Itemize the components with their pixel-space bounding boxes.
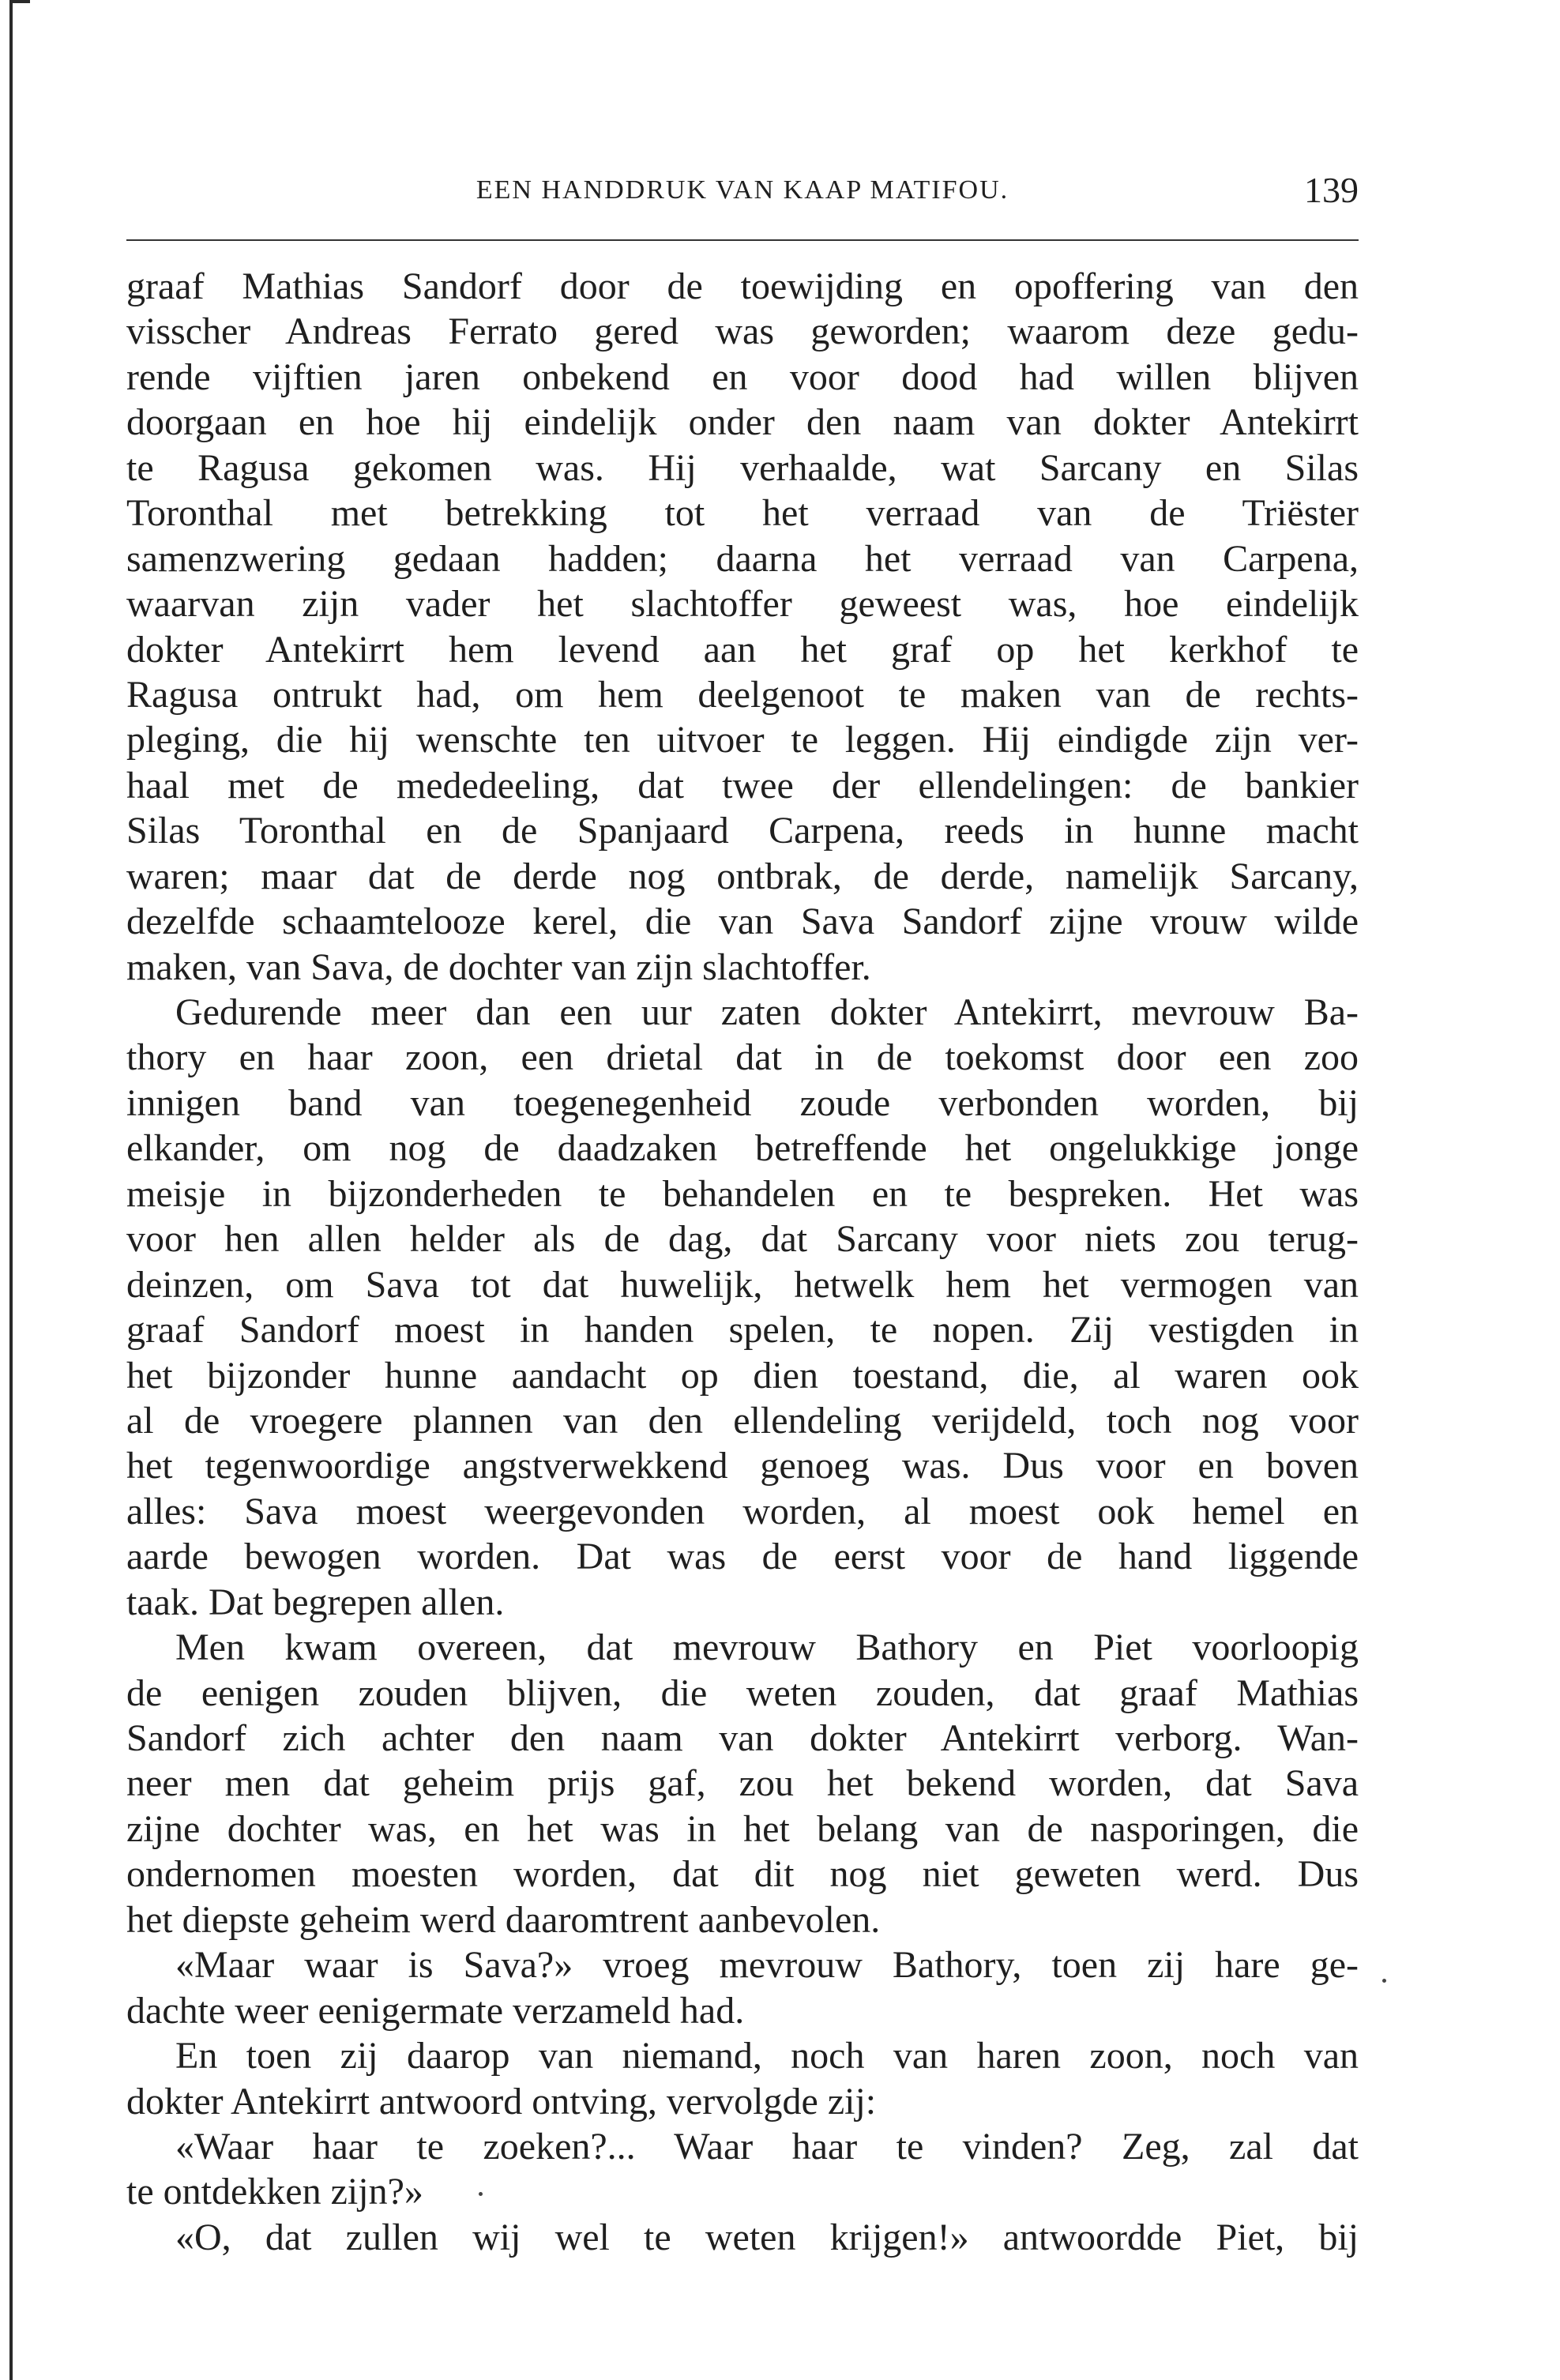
text-line: Toronthal met betrekking tot het verraad van de Triëster: [126, 492, 1359, 535]
text-line: de eenigen zouden blijven, die weten zouden, dat graaf Mathias: [126, 1671, 1359, 1714]
text-line: ondernomen moesten worden, dat dit nog niet geweten werd. Dus: [126, 1853, 1359, 1896]
text-line: het tegenwoordige angstverwekkend genoeg was. Dus voor en boven: [126, 1445, 1359, 1487]
scan-edge-top: [9, 0, 30, 3]
scan-speck: [479, 2192, 483, 2196]
text-line: te ontdekken zijn?»: [126, 2171, 423, 2213]
text-line: het bijzonder hunne aandacht op dien toestand, die, al waren ook: [126, 1354, 1359, 1397]
text-line: al de vroegere plannen van den ellendeling verijdeld, toch nog voor: [126, 1399, 1359, 1442]
body-text: [126, 264, 1359, 2260]
text-line: deinzen, om Sava tot dat huwelijk, hetwelk hem het vermogen van: [126, 1263, 1359, 1306]
text-line: Men kwam overeen, dat mevrouw Bathory en Piet voorloopig: [175, 1626, 1359, 1669]
text-line: elkander, om nog de daadzaken betreffende het ongelukkige jonge: [126, 1127, 1359, 1170]
text-line: Ragusa ontrukt had, om hem deelgenoot te maken van de rechts-: [126, 673, 1359, 716]
text-line: dokter Antekirrt antwoord ontving, vervolgde zij:: [126, 2080, 877, 2122]
text-line: visscher Andreas Ferrato gered was geworden; waarom deze gedu-: [126, 310, 1359, 353]
text-line: «Maar waar is Sava?» vroeg mevrouw Bathory, toen zij hare ge-: [175, 1944, 1359, 1987]
header-rule: [126, 239, 1359, 241]
text-line: thory en haar zoon, een drietal dat in de toekomst door een zoo: [126, 1036, 1359, 1079]
text-line: graaf Mathias Sandorf door de toewijding en opoffering van den: [126, 265, 1359, 307]
text-line: het diepste geheim werd daaromtrent aanbevolen.: [126, 1898, 881, 1941]
text-line: dezelfde schaamtelooze kerel, die van Sava Sandorf zijne vrouw wilde: [126, 900, 1359, 943]
text-line: alles: Sava moest weergevonden worden, al moest ook hemel en: [126, 1490, 1359, 1532]
scan-speck: [1382, 1979, 1386, 1983]
text-line: En toen zij daarop van niemand, noch van haren zoon, noch van: [175, 2035, 1359, 2077]
text-line: Gedurende meer dan een uur zaten dokter Antekirrt, mevrouw Ba-: [175, 991, 1359, 1033]
text-line: samenzwering gedaan hadden; daarna het verraad van Carpena,: [126, 537, 1359, 580]
running-head: [126, 164, 1359, 220]
text-line: Sandorf zich achter den naam van dokter Antekirrt verborg. Wan-: [126, 1717, 1359, 1759]
text-line: aarde bewogen worden. Dat was de eerst voor de hand liggende: [126, 1536, 1359, 1578]
text-line: voor hen allen helder als de dag, dat Sarcany voor niets zou terug-: [126, 1218, 1359, 1261]
text-line: «O, dat zullen wij wel te weten krijgen!» antwoordde Piet, bij: [175, 2216, 1359, 2258]
text-line: maken, van Sava, de dochter van zijn slachtoffer.: [126, 946, 871, 988]
text-line: dachte weer eenigermate verzameld had.: [126, 1989, 745, 2032]
text-line: te Ragusa gekomen was. Hij verhaalde, wat Sarcany en Silas: [126, 446, 1359, 489]
text-line: waren; maar dat de derde nog ontbrak, de derde, namelijk Sarcany,: [126, 855, 1359, 897]
page-number: 139: [1304, 170, 1359, 210]
text-line: innigen band van toegenegenheid zoude verbonden worden, bij: [126, 1081, 1359, 1124]
text-line: zijne dochter was, en het was in het belang van de nasporingen, die: [126, 1807, 1359, 1850]
text-line: Silas Toronthal en de Spanjaard Carpena, reeds in hunne macht: [126, 810, 1359, 852]
text-line: taak. Dat begrepen allen.: [126, 1581, 505, 1623]
scan-edge-left: [9, 0, 13, 2380]
text-line: «Waar haar te zoeken?... Waar haar te vinden? Zeg, zal dat: [175, 2125, 1359, 2168]
text-line: dokter Antekirrt hem levend aan het graf op het kerkhof te: [126, 628, 1359, 671]
running-title: EEN HANDDRUK VAN KAAP MATIFOU.: [476, 175, 1009, 205]
text-line: neer men dat geheim prijs gaf, zou het bekend worden, dat Sava: [126, 1762, 1359, 1805]
text-line: graaf Sandorf moest in handen spelen, te nopen. Zij vestigden in: [126, 1309, 1359, 1352]
text-line: meisje in bijzonderheden te behandelen en te bespreken. Het was: [126, 1172, 1359, 1215]
text-line: pleging, die hij wenschte ten uitvoer te leggen. Hij eindigde zijn ver-: [126, 719, 1359, 761]
text-line: rende vijftien jaren onbekend en voor dood had willen blijven: [126, 355, 1359, 398]
text-line: haal met de mededeeling, dat twee der ellendelingen: de bankier: [126, 764, 1359, 806]
text-line: doorgaan en hoe hij eindelijk onder den naam van dokter Antekirrt: [126, 401, 1359, 444]
text-line: waarvan zijn vader het slachtoffer geweest was, hoe eindelijk: [126, 583, 1359, 626]
